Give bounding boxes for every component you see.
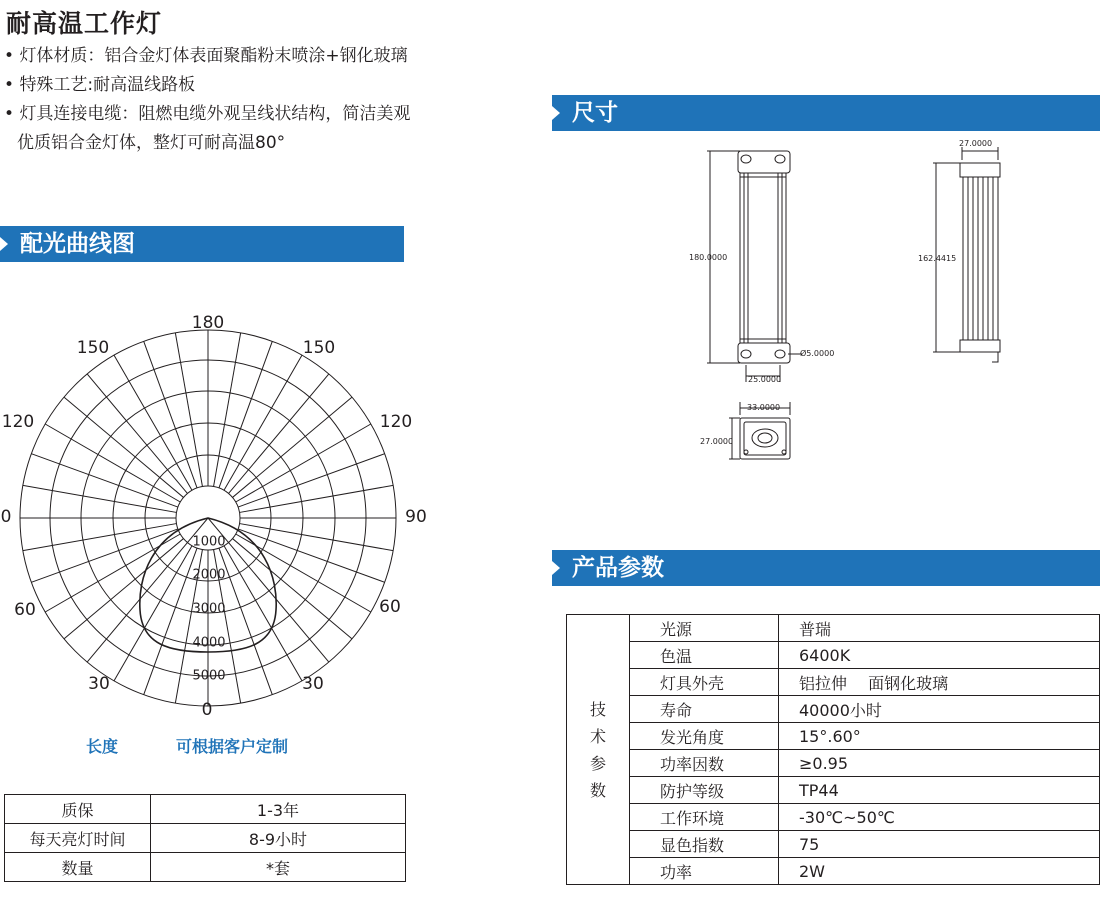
light-distribution-chart [0, 300, 430, 730]
feature-item: • 特殊工艺:耐高温线路板 [4, 75, 196, 95]
table-row [567, 615, 1100, 642]
angle-label-60-left: 60 [14, 600, 36, 620]
feature-item: 优质铝合金灯体，整灯可耐高温80° [17, 133, 286, 153]
table-row [567, 669, 1100, 696]
section-header-params [552, 550, 1100, 586]
polar-grid-spoke [238, 454, 385, 507]
spec-value: -30℃~50℃ [779, 804, 1100, 831]
length-label: 长度 [86, 737, 119, 756]
section-title-params: 产品参数 [572, 555, 664, 581]
polar-grid-spoke [175, 333, 202, 487]
table-cell-value: 1-3年 [151, 795, 406, 824]
table-row [5, 853, 406, 882]
polar-grid-spoke [144, 548, 197, 695]
polar-grid-spoke [87, 374, 187, 494]
polar-grid-spoke [64, 397, 184, 497]
table-row [567, 858, 1100, 885]
angle-label-120-left: 120 [1, 412, 35, 432]
polar-grid-spoke [240, 485, 394, 512]
table-row [5, 795, 406, 824]
radial-label: 4000 [192, 635, 226, 651]
radial-label: 2000 [192, 567, 226, 583]
section-title-dimension: 尺寸 [572, 100, 618, 126]
section-title-curve: 配光曲线图 [20, 231, 135, 257]
polar-grid-spoke [233, 539, 353, 639]
spec-value: 15°.60° [779, 723, 1100, 750]
spec-value: ≥0.95 [779, 750, 1100, 777]
polar-grid-spoke [233, 397, 353, 497]
dim-side-height: 162.4415 [918, 254, 957, 263]
spec-key: 发光角度 [630, 723, 779, 750]
polar-grid-spoke [240, 524, 394, 551]
angle-label-150-left: 150 [76, 338, 110, 358]
polar-grid-spoke [23, 485, 177, 512]
spec-value: 40000小时 [779, 696, 1100, 723]
angle-label-0-left: 0 [0, 507, 12, 527]
table-row [567, 723, 1100, 750]
feature-item: • 灯体材质：铝合金灯体表面聚酯粉末喷涂+钢化玻璃 [4, 46, 408, 66]
table-row [567, 750, 1100, 777]
spec-key: 光源 [630, 615, 779, 642]
polar-grid-spoke [219, 341, 272, 488]
table-cell-value: *套 [151, 853, 406, 882]
dim-bottom-width: 33.0000 [747, 403, 781, 412]
feature-item: • 灯具连接电缆：阻燃电缆外观呈线状结构，简洁美观 [4, 104, 411, 124]
polar-grid-spoke [214, 333, 241, 487]
polar-grid-spoke [31, 454, 178, 507]
spec-value: 2W [779, 858, 1100, 885]
radial-label: 5000 [192, 668, 226, 684]
service-table [4, 794, 406, 882]
polar-grid-spoke [23, 524, 177, 551]
dim-hole: Ø5.0000 [800, 349, 835, 358]
spec-key: 色温 [630, 642, 779, 669]
dim-bottom-depth: 27.0000 [700, 437, 734, 446]
angle-label-0-bottom: 0 [201, 700, 213, 720]
table-row [567, 642, 1100, 669]
spec-key: 灯具外壳 [630, 669, 779, 696]
section-header-curve [0, 226, 404, 262]
angle-label-180: 180 [191, 313, 225, 333]
table-cell-value: 8-9小时 [151, 824, 406, 853]
radial-label: 3000 [192, 601, 226, 617]
polar-grid-spoke [229, 543, 329, 663]
dim-front-height: 180.0000 [689, 253, 728, 262]
polar-grid-spoke [64, 539, 184, 639]
dimension-drawing [680, 130, 1100, 470]
table-row [5, 824, 406, 853]
section-header-dimension [552, 95, 1100, 131]
spec-key: 显色指数 [630, 831, 779, 858]
angle-label-150-right: 150 [302, 338, 336, 358]
angle-label-120-right: 120 [379, 412, 413, 432]
polar-grid-spoke [87, 543, 187, 663]
spec-key: 防护等级 [630, 777, 779, 804]
angle-label-30-left: 30 [88, 674, 110, 694]
table-row [567, 696, 1100, 723]
feature-list [4, 42, 504, 158]
dim-side-width: 27.0000 [959, 139, 993, 148]
polar-grid-spoke [229, 374, 329, 494]
spec-value: TP44 [779, 777, 1100, 804]
table-row [567, 804, 1100, 831]
length-value: 可根据客户定制 [176, 737, 289, 756]
spec-category: 技 术 参 数 [567, 615, 630, 885]
spec-key: 寿命 [630, 696, 779, 723]
table-row [567, 831, 1100, 858]
polar-grid-spoke [144, 341, 197, 488]
spec-table [566, 614, 1100, 885]
spec-value: 75 [779, 831, 1100, 858]
angle-label-60-right: 60 [379, 597, 401, 617]
spec-value: 6400K [779, 642, 1100, 669]
spec-value: 铝拉伸 面钢化玻璃 [779, 669, 1100, 696]
page-title: 耐高温工作灯 [6, 9, 163, 38]
radial-label: 1000 [192, 534, 226, 550]
spec-key: 功率 [630, 858, 779, 885]
table-cell-key: 质保 [5, 795, 151, 824]
polar-grid-spoke [238, 529, 385, 582]
angle-label-90-right: 90 [405, 507, 427, 527]
spec-key: 功率因数 [630, 750, 779, 777]
table-cell-key: 数量 [5, 853, 151, 882]
dim-front-width: 25.0000 [748, 375, 782, 384]
table-cell-key: 每天亮灯时间 [5, 824, 151, 853]
table-row [567, 777, 1100, 804]
angle-label-30-right: 30 [302, 674, 324, 694]
spec-value: 普瑞 [779, 615, 1100, 642]
polar-grid-spoke [31, 529, 178, 582]
polar-grid-spoke [219, 548, 272, 695]
spec-key: 工作环境 [630, 804, 779, 831]
